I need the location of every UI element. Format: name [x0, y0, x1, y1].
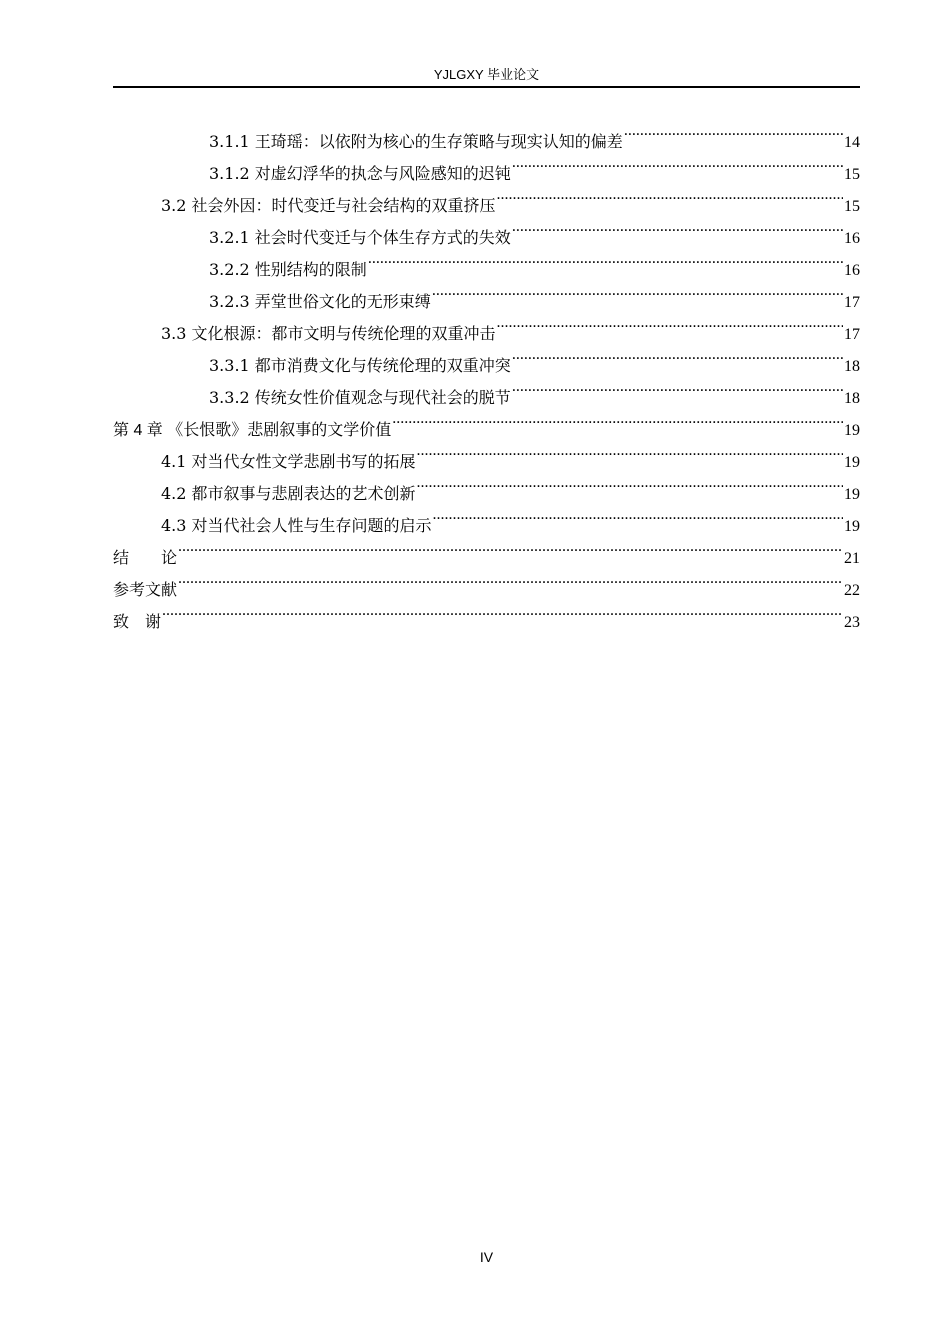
toc-dot-leader: [512, 371, 843, 403]
toc-dot-leader: [368, 243, 843, 275]
toc-entry-number: 3.3.1: [209, 356, 255, 375]
toc-entry-title: 王琦瑶：以依附为核心的生存策略与现实认知的偏差: [254, 132, 623, 151]
toc-entry-page: 14: [844, 134, 860, 151]
toc-entry-title: 结 论: [113, 550, 178, 567]
toc-entry-title: 对当代女性文学悲剧书写的拓展: [191, 452, 416, 471]
toc-entry-number: 4.3: [161, 516, 192, 535]
toc-entry-title: 社会时代变迁与个体生存方式的失效: [254, 228, 511, 247]
toc-dot-leader: [162, 595, 843, 627]
page-number: IV: [479, 1249, 494, 1265]
toc-entry-title: 弄堂世俗文化的无形束缚: [254, 292, 431, 311]
toc-dot-leader: [512, 147, 843, 179]
toc-entry-page: 16: [844, 230, 860, 247]
toc-entry-page: 19: [844, 518, 860, 535]
toc-entry-title: 性别结构的限制: [254, 260, 367, 279]
toc-entry-number: 第 4 章: [113, 422, 168, 439]
toc-dot-leader: [392, 403, 843, 435]
toc-entry-page: 17: [844, 326, 860, 343]
toc-entry-page: 19: [844, 422, 860, 439]
toc-entry-page: 16: [844, 262, 860, 279]
toc-entry[interactable]: [113, 531, 860, 567]
toc-dot-leader: [512, 339, 843, 371]
toc-dot-leader: [417, 467, 843, 499]
toc-dot-leader: [512, 211, 843, 243]
toc-dot-leader: [497, 307, 843, 339]
toc-entry-number: 3.1.1: [209, 132, 255, 151]
toc-entry-title: 社会外因：时代变迁与社会结构的双重挤压: [191, 196, 496, 215]
toc-entry-page: 21: [844, 550, 860, 567]
toc-entry-number: 3.2.1: [209, 228, 255, 247]
toc-entry-title: 《长恨歌》悲剧叙事的文学价值: [167, 422, 392, 439]
toc-dot-leader: [417, 435, 843, 467]
toc-entry-page: 19: [844, 486, 860, 503]
toc-entry-page: 23: [844, 614, 860, 631]
toc-entry-page: 19: [844, 454, 860, 471]
toc-entry-page: 15: [844, 166, 860, 183]
toc-entry-title: 对当代社会人性与生存问题的启示: [191, 516, 432, 535]
toc-entry-title: 都市叙事与悲剧表达的艺术创新: [191, 484, 416, 503]
toc-entry[interactable]: [113, 563, 860, 599]
toc-entry-page: 17: [844, 294, 860, 311]
toc-entry[interactable]: [113, 595, 860, 631]
table-of-contents: [113, 115, 860, 631]
toc-entry-number: 3.3: [161, 324, 192, 343]
toc-dot-leader: [178, 563, 843, 595]
toc-dot-leader: [624, 115, 843, 147]
toc-entry-number: 3.2.3: [209, 292, 255, 311]
toc-entry-page: 18: [844, 358, 860, 375]
toc-entry-title: 传统女性价值观念与现代社会的脱节: [254, 388, 511, 407]
toc-entry-title: 对虚幻浮华的执念与风险感知的迟钝: [254, 164, 511, 183]
toc-entry-number: 3.2: [161, 196, 192, 215]
toc-entry-title: 致 谢: [113, 614, 162, 631]
toc-entry-number: 4.1: [161, 452, 192, 471]
toc-entry-number: 3.2.2: [209, 260, 255, 279]
toc-entry-title: 都市消费文化与传统伦理的双重冲突: [254, 356, 511, 375]
toc-entry-title: 文化根源：都市文明与传统伦理的双重冲击: [191, 324, 496, 343]
toc-entry-title: 参考文献: [113, 582, 178, 599]
toc-entry-number: 3.3.2: [209, 388, 255, 407]
toc-entry-page: 15: [844, 198, 860, 215]
toc-entry-page: 22: [844, 582, 860, 599]
toc-entry-number: 3.1.2: [209, 164, 255, 183]
toc-dot-leader: [178, 531, 843, 563]
toc-entry[interactable]: [113, 115, 860, 151]
toc-entry-page: 18: [844, 390, 860, 407]
toc-dot-leader: [433, 499, 843, 531]
toc-dot-leader: [432, 275, 843, 307]
toc-entry-number: 4.2: [161, 484, 192, 503]
running-header: YJLGXY 毕业论文: [433, 67, 540, 82]
toc-dot-leader: [497, 179, 843, 211]
header-rule: [113, 86, 860, 88]
